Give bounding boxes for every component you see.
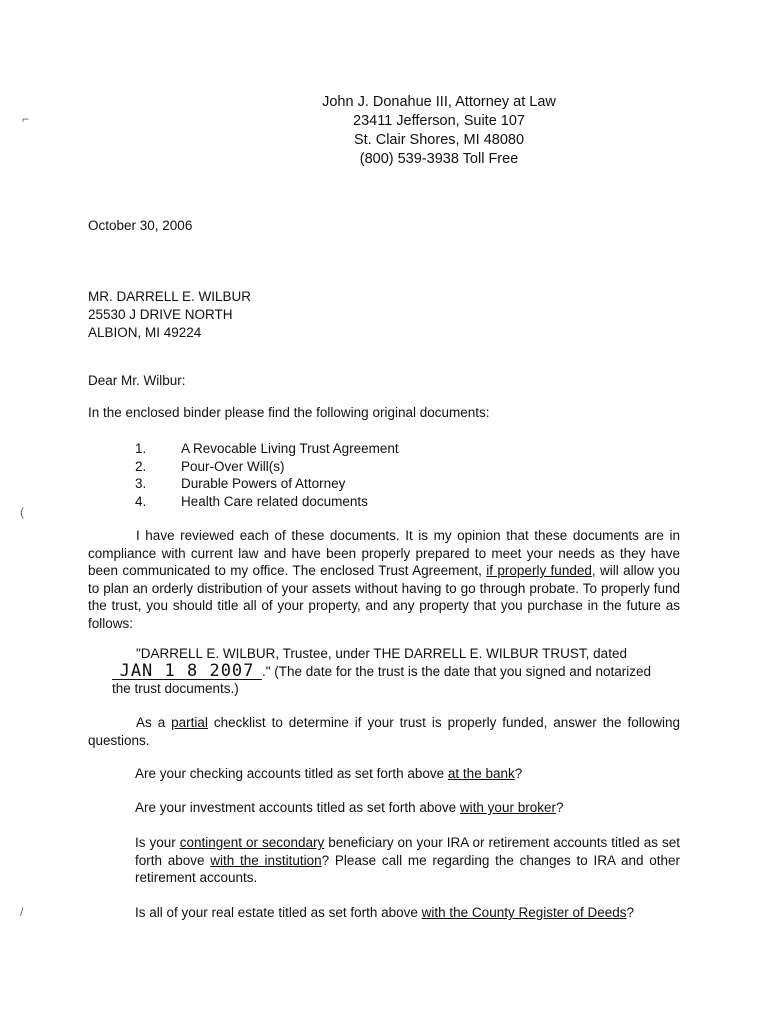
list-number: 3.	[135, 476, 147, 491]
question-text: ? Please call me regarding the changes to IRA and other retirement accounts.	[135, 852, 681, 886]
scan-mark: ⌐	[22, 112, 30, 126]
trust-title-block	[112, 645, 658, 698]
underlined-text: with your broker	[459, 800, 556, 815]
salutation: Dear Mr. Wilbur:	[88, 373, 186, 388]
question-text: Is your	[135, 835, 180, 850]
underlined-text: at the bank	[447, 766, 515, 781]
question-text: ?	[626, 905, 635, 920]
checklist-question	[135, 765, 680, 783]
underlined-text: contingent or secondary	[179, 835, 325, 850]
letterhead	[0, 93, 768, 169]
underlined-text: partial	[171, 715, 208, 730]
list-number: 2.	[135, 458, 147, 474]
trust-title-note: ." (The date for the trust is the date that you signed and notarized the trust documents.)	[112, 663, 652, 697]
attorney-street: 23411 Jefferson, Suite 107	[353, 113, 525, 129]
list-number: 1.	[135, 441, 147, 456]
attorney-name: John J. Donahue III, Attorney at Law	[322, 94, 556, 110]
list-label: Health Care related documents	[181, 493, 368, 509]
paragraph-text: , will allow you to plan an orderly distribution of your assets without having to go through probate. To properly fund the trust, you should title all of your property, and any property that you purchase in the future as follows:	[88, 563, 680, 631]
paragraph-text: As a	[136, 715, 172, 730]
document-list	[135, 440, 399, 510]
paragraph-text: checklist to determine if your trust is properly funded, answer the following questions.	[88, 715, 680, 748]
question-text: Are your checking accounts titled as set forth above	[135, 766, 448, 781]
recipient-name: MR. DARRELL E. WILBUR	[88, 289, 252, 304]
scan-mark: (	[20, 505, 24, 519]
stamped-date: JAN 1 8 2007	[112, 663, 262, 680]
list-number: 4.	[135, 493, 147, 509]
list-item	[135, 493, 399, 511]
question-text: Are your investment accounts titled as set forth above	[135, 800, 460, 815]
attorney-city: St. Clair Shores, MI 48080	[353, 132, 525, 148]
underlined-text: with the County Register of Deeds	[421, 905, 627, 920]
checklist-question	[135, 834, 680, 887]
intro-sentence: In the enclosed binder please find the following original documents:	[88, 405, 490, 420]
list-item	[135, 475, 399, 493]
question-text: beneficiary on your IRA or retirement accounts titled as set forth above	[135, 835, 681, 868]
underlined-text: if properly funded	[486, 563, 592, 579]
recipient-street: 25530 J DRIVE NORTH	[88, 307, 233, 322]
question-text: ?	[555, 800, 564, 815]
list-label: A Revocable Living Trust Agreement	[181, 441, 399, 456]
list-label: Pour-Over Will(s)	[181, 458, 285, 474]
attorney-phone: (800) 539-3938 Toll Free	[359, 151, 519, 167]
letter-date: October 30, 2006	[88, 218, 193, 233]
list-item	[135, 458, 399, 476]
checklist-question	[135, 799, 680, 817]
question-text: Is all of your real estate titled as set forth above	[135, 905, 422, 920]
recipient-city: ALBION, MI 49224	[88, 325, 202, 340]
list-item	[135, 440, 399, 458]
paragraph-text: I have reviewed each of these documents. It is my opinion that these documents are in compliance with current law and have been properly prepared to meet your needs as they have been communicated to my office. The enclosed Trust Agreement,	[88, 528, 680, 579]
list-label: Durable Powers of Attorney	[181, 476, 346, 491]
recipient-address	[88, 288, 251, 342]
question-text: ?	[514, 766, 523, 781]
checklist-paragraph	[88, 714, 680, 749]
trust-title-text: "DARRELL E. WILBUR, Trustee, under THE DARRELL E. WILBUR TRUST, dated	[136, 646, 627, 661]
scan-mark: /	[20, 905, 24, 919]
opinion-paragraph	[88, 527, 680, 633]
underlined-text: with the institution	[210, 852, 322, 868]
checklist-question	[135, 904, 680, 922]
